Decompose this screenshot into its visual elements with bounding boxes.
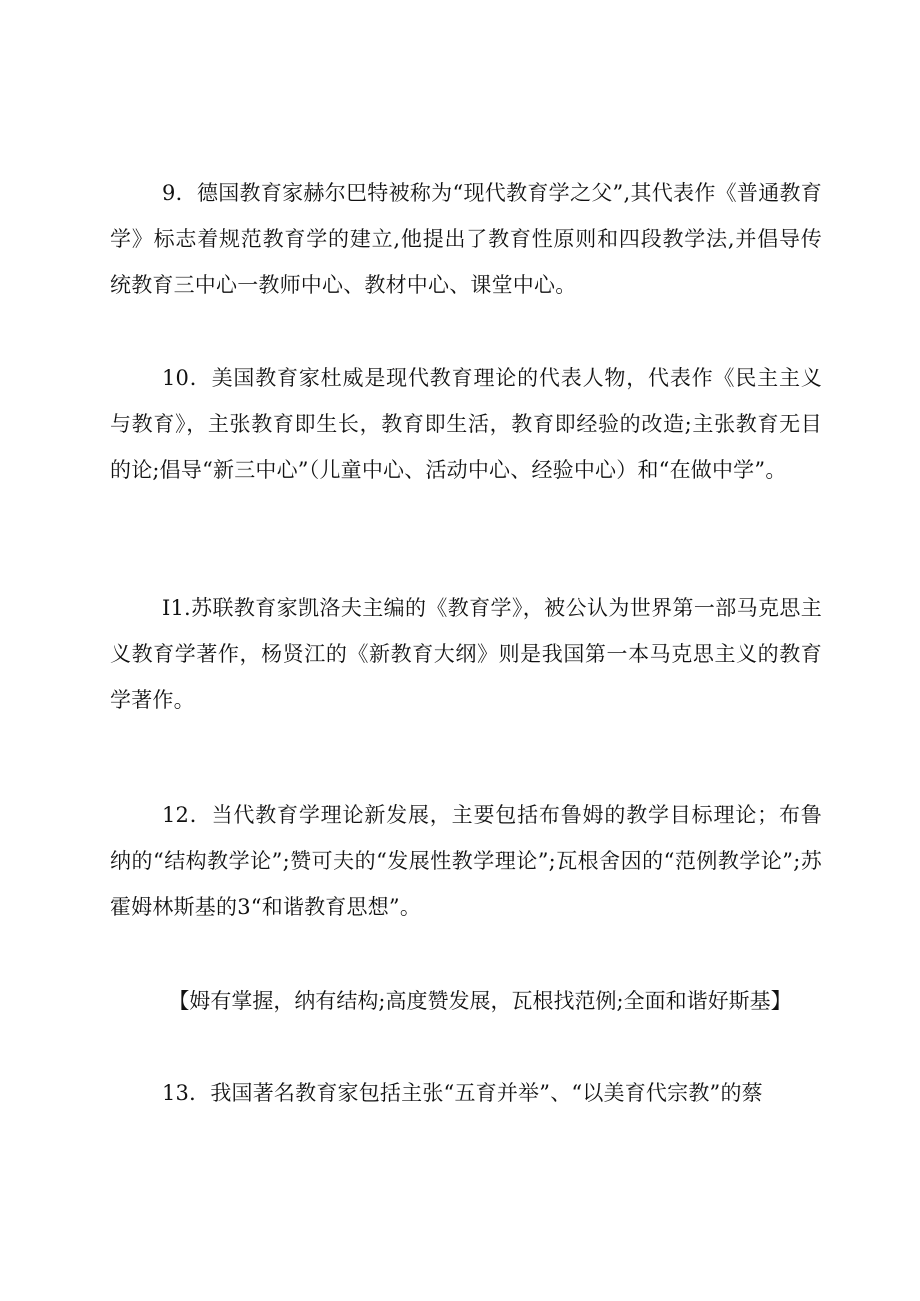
paragraph-chinese-educators: 13．我国著名教育家包括主张“五育并举”、“以美育代宗教”的蔡: [162, 1081, 763, 1105]
paragraph-modern-theories: 12．当代教育学理论新发展，主要包括布鲁姆的教学目标理论；布鲁纳的“结构教学论”;赞可夫的“发展性教学理论”;瓦根舍因的“范例教学论”;苏霍姆林斯基的3“和谐教育思想”。: [110, 803, 822, 919]
paragraph-kairov: I1.苏联教育家凯洛夫主编的《教育学》，被公认为世界第一部马克思主义教育学著作，杨贤江的《新教育大纲》则是我国第一本马克思主义的教育学著作。: [110, 596, 822, 712]
mnemonic-line: 【姆有掌握，纳有结构;高度赞发展，瓦根找范例;全面和谐好斯基】: [168, 989, 792, 1013]
paragraph-dewey: 10．美国教育家杜威是现代教育理论的代表人物，代表作《民主主义与教育》，主张教育即生长，教育即生活，教育即经验的改造;主张教育无目的论;倡导“新三中心”（儿童中心、活动中心、经验中心）和“在做中学”。: [110, 366, 822, 482]
paragraph-herbart: 9．德国教育家赫尔巴特被称为“现代教育学之父”,其代表作《普通教育学》标志着规范教育学的建立,他提出了教育性原则和四段教学法,并倡导传统教育三中心一教师中心、教材中心、课堂中心。: [110, 181, 822, 297]
